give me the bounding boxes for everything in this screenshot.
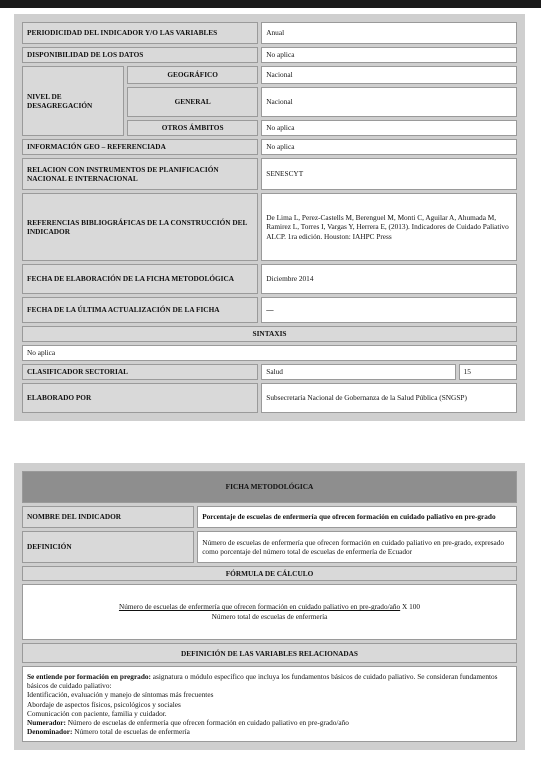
- referencias-label: REFERENCIAS BIBLIOGRÁFICAS DE LA CONSTRUCCIÓN DEL INDICADOR: [22, 193, 258, 261]
- otros-ambitos-label: OTROS ÁMBITOS: [127, 120, 258, 136]
- sintaxis-header: SINTAXIS: [22, 326, 517, 342]
- formula-numerator: Número de escuelas de enfermería que ofrecen formación en cuidado paliativo en pre-grado/año: [118, 602, 401, 612]
- ficha-metodologica-title: FICHA METODOLÓGICA: [22, 471, 517, 503]
- fecha-elaboracion-value: Diciembre 2014: [261, 264, 517, 294]
- variables-header: DEFINICIÓN DE LAS VARIABLES RELACIONADAS: [22, 643, 517, 663]
- var-line-3: Abordaje de aspectos físicos, psicológicos y sociales: [27, 699, 181, 709]
- clasificador-value: Salud: [261, 364, 455, 380]
- elaborado-label: ELABORADO POR: [22, 383, 258, 413]
- formula-cell: [22, 584, 517, 640]
- var-line-4: Comunicación con paciente, familia y cuidador.: [27, 708, 167, 718]
- geografico-label: GEOGRÁFICO: [127, 66, 258, 84]
- periodicidad-label: PERIODICIDAD DEL INDICADOR Y/O LAS VARIABLES: [22, 22, 258, 44]
- clasificador-label: CLASIFICADOR SECTORIAL: [22, 364, 258, 380]
- geografico-value: Nacional: [261, 66, 517, 84]
- var-denominador-text: Número total de escuelas de enfermería: [72, 726, 190, 736]
- top-bar: [0, 0, 541, 8]
- otros-ambitos-value: No aplica: [261, 120, 517, 136]
- clasificador-code: 15: [459, 364, 517, 380]
- var-formacion-label: Se entiende por formación en pregrado:: [27, 672, 151, 682]
- fecha-actualizacion-label: FECHA DE LA ÚLTIMA ACTUALIZACIÓN DE LA FICHA: [22, 297, 258, 323]
- ficha-table-1: [19, 19, 520, 416]
- ficha-table-2: [19, 468, 520, 745]
- var-line-2: Identificación, evaluación y manejo de síntomas más frecuentes: [27, 690, 214, 700]
- variables-definition: [22, 666, 517, 742]
- formula-factor: X 100: [400, 602, 421, 612]
- disponibilidad-label: DISPONIBILIDAD DE LOS DATOS: [22, 47, 258, 63]
- nivel-desagregacion-label: NIVEL DE DESAGREGACIÓN: [22, 66, 124, 136]
- geo-referenciada-label: INFORMACIÓN GEO – REFERENCIADA: [22, 139, 258, 155]
- ficha-card-1: [14, 14, 525, 421]
- referencias-value: De Lima L, Perez-Castells M, Berenguel M, Monti C, Aguilar A, Ahumada M, Ramirez L, Torres I, Vargas Y, Herrera E, (2013). Indicadores de Cuidado Paliativo ALCP. 1ra edición. Houston: IAHPC Press: [261, 193, 517, 261]
- periodicidad-value: Anual: [261, 22, 517, 44]
- elaborado-value: Subsecretaría Nacional de Gobernanza de la Salud Pública (SNGSP): [261, 383, 517, 413]
- fecha-actualizacion-value: —: [261, 297, 517, 323]
- sintaxis-value: No aplica: [22, 345, 517, 361]
- formula-denominator: Número total de escuelas de enfermería: [211, 612, 328, 622]
- relacion-label: RELACION CON INSTRUMENTOS DE PLANIFICACIÓN NACIONAL E INTERNACIONAL: [22, 158, 258, 190]
- disponibilidad-value: No aplica: [261, 47, 517, 63]
- general-label: GENERAL: [127, 87, 258, 117]
- var-numerador-text: Número de escuelas de enfermería que ofrecen formación en cuidado paliativo en pre-grado/año: [65, 717, 349, 727]
- nombre-indicador-label: NOMBRE DEL INDICADOR: [22, 506, 194, 528]
- fecha-elaboracion-label: FECHA DE ELABORACIÓN DE LA FICHA METODOLÓGICA: [22, 264, 258, 294]
- general-value: Nacional: [261, 87, 517, 117]
- definicion-value: Número de escuelas de enfermería que ofrecen formación en cuidado paliativo en pre-grado, expresado como porcentaje del número total de escuelas de enfermería de Ecuador: [197, 531, 517, 563]
- var-denominador-label: Denominador:: [27, 726, 73, 736]
- nombre-indicador-value: Porcentaje de escuelas de enfermería que ofrecen formación en cuidado paliativo en pre-grado: [197, 506, 517, 528]
- var-numerador-label: Numerador:: [27, 717, 66, 727]
- ficha-card-2: [14, 463, 525, 750]
- relacion-value: SENESCYT: [261, 158, 517, 190]
- geo-referenciada-value: No aplica: [261, 139, 517, 155]
- formula-header: FÓRMULA DE CÁLCULO: [22, 566, 517, 581]
- definicion-label: DEFINICIÓN: [22, 531, 194, 563]
- var-formacion-text: asignatura o módulo específico que incluya los fundamentos básicos de cuidado paliativo. Se consideran fundamentos básicos de cuidado paliativo:: [27, 672, 498, 691]
